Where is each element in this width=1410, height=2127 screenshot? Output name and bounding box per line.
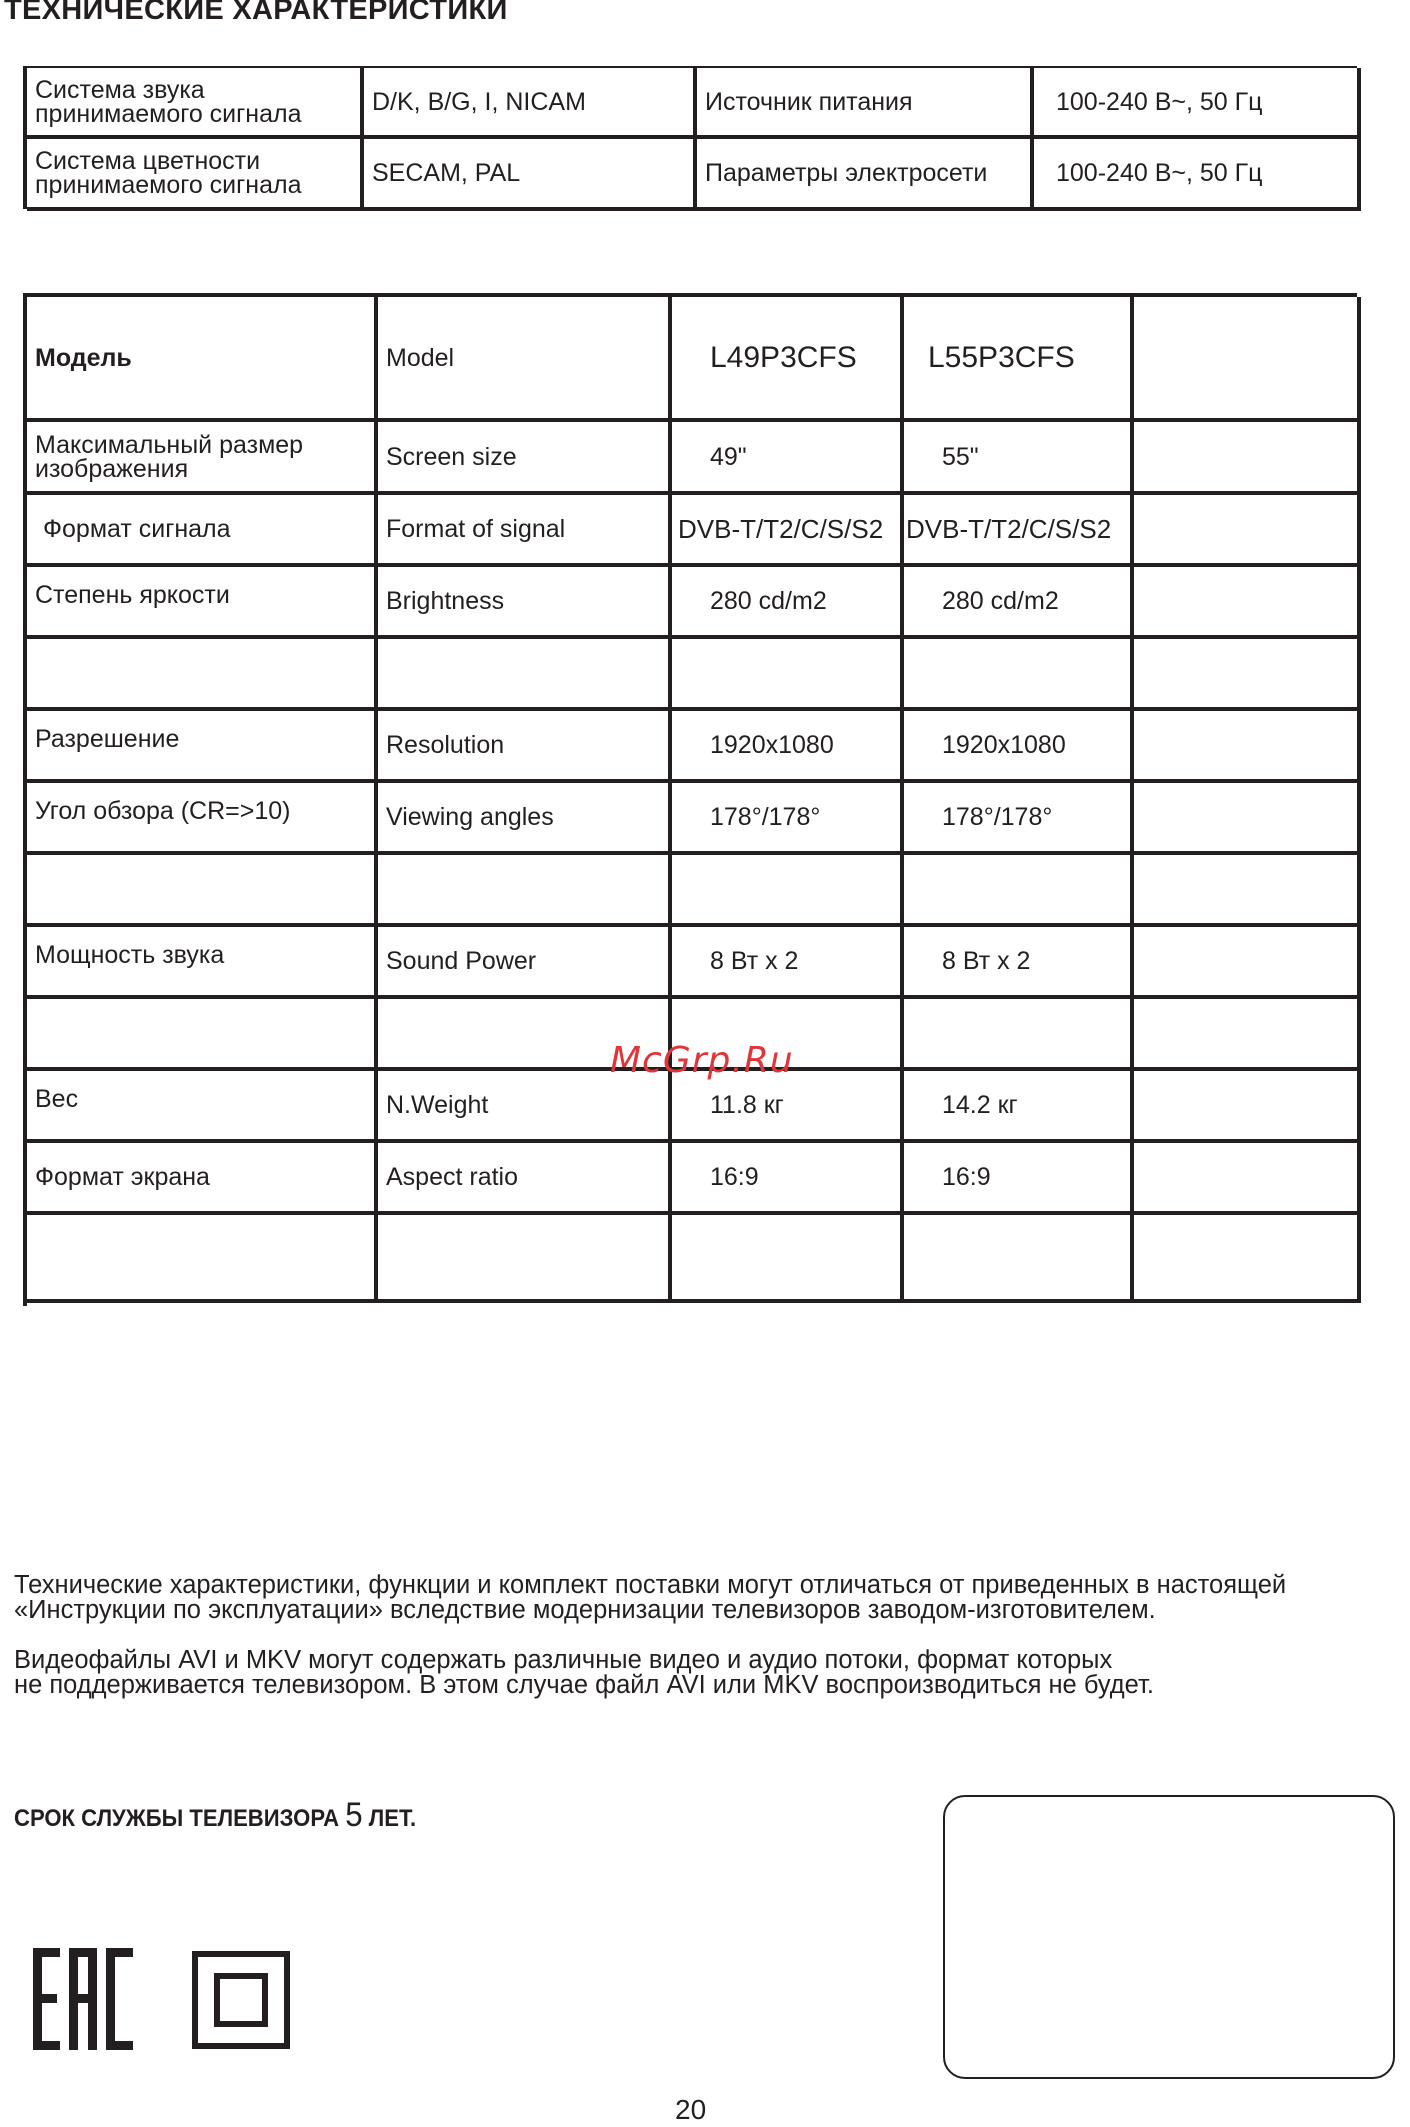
row-label-ru: Вес bbox=[27, 1071, 378, 1143]
disclaimer-line: Видеофайлы AVI и MKV могут содержать различные видео и аудио потоки, формат которых bbox=[14, 1646, 1113, 1674]
row-value-2 bbox=[904, 639, 1134, 711]
row-value-1 bbox=[672, 855, 904, 927]
signal-table bbox=[23, 66, 1357, 209]
row-label-en: Format of signal bbox=[378, 495, 672, 567]
table-cell: Источник питания bbox=[697, 68, 1034, 139]
row-label-en: Brightness bbox=[378, 567, 672, 639]
disclaimer-line: «Инструкции по эксплуатации» вследствие модернизации телевизоров заводом-изготовителем. bbox=[14, 1596, 1156, 1624]
table-cell: Система звука принимаемого сигнала bbox=[27, 68, 364, 139]
eac-mark-icon bbox=[33, 1948, 133, 2050]
page-title: ТЕХНИЧЕСКИЕ ХАРАКТЕРИСТИКИ bbox=[4, 0, 508, 26]
row-extra bbox=[1134, 783, 1361, 855]
row-label-ru bbox=[27, 639, 378, 711]
table-cell: 100-240 В~, 50 Гц bbox=[1034, 139, 1361, 211]
double-insulation-icon bbox=[192, 1951, 290, 2049]
header-cell-extra bbox=[1134, 297, 1361, 422]
row-label-en bbox=[378, 639, 672, 711]
row-extra bbox=[1134, 927, 1361, 999]
row-label-ru: Мощность звука bbox=[27, 927, 378, 999]
row-label-ru bbox=[27, 999, 378, 1071]
row-value-2: 14.2 кг bbox=[904, 1071, 1134, 1143]
row-label-en: Viewing angles bbox=[378, 783, 672, 855]
row-extra bbox=[1134, 1215, 1361, 1303]
row-extra bbox=[1134, 495, 1361, 567]
row-label-ru: Угол обзора (CR=>10) bbox=[27, 783, 378, 855]
row-label-ru: Разрешение bbox=[27, 711, 378, 783]
page-number: 20 bbox=[675, 2094, 707, 2125]
row-value-2: 178°/178° bbox=[904, 783, 1134, 855]
row-extra bbox=[1134, 1143, 1361, 1215]
row-value-1: 8 Вт x 2 bbox=[672, 927, 904, 999]
row-label-en: Screen size bbox=[378, 422, 672, 495]
disclaimer-line: Технические характеристики, функции и комплект поставки могут отличаться от приведенных в настоящей bbox=[14, 1571, 1287, 1599]
row-extra bbox=[1134, 711, 1361, 783]
spec-table bbox=[23, 293, 1357, 1306]
row-label-en: Sound Power bbox=[378, 927, 672, 999]
header-cell-model-2: L55P3CFS bbox=[904, 297, 1134, 422]
row-extra bbox=[1134, 422, 1361, 495]
row-value-2: 280 cd/m2 bbox=[904, 567, 1134, 639]
row-label-en bbox=[378, 855, 672, 927]
stamp-box bbox=[943, 1795, 1395, 2079]
row-value-2: 16:9 bbox=[904, 1143, 1134, 1215]
row-value-1: 11.8 кг bbox=[672, 1071, 904, 1143]
row-label-en: Aspect ratio bbox=[378, 1143, 672, 1215]
header-cell-ru: Модель bbox=[27, 297, 378, 422]
table-cell: Система цветности принимаемого сигнала bbox=[27, 139, 364, 211]
row-label-en: N.Weight bbox=[378, 1071, 672, 1143]
table-cell: SECAM, PAL bbox=[364, 139, 697, 211]
row-value-2: DVB-T/T2/C/S/S2 bbox=[904, 495, 1134, 567]
row-extra bbox=[1134, 639, 1361, 711]
row-label-ru: Степень яркости bbox=[27, 567, 378, 639]
row-value-1 bbox=[672, 1215, 904, 1303]
row-label-en bbox=[378, 1215, 672, 1303]
header-cell-model-1: L49P3CFS bbox=[672, 297, 904, 422]
row-value-2 bbox=[904, 1215, 1134, 1303]
row-value-1: 49" bbox=[672, 422, 904, 495]
row-label-en: Resolution bbox=[378, 711, 672, 783]
row-label-ru: Формат экрана bbox=[27, 1143, 378, 1215]
row-value-2: 8 Вт x 2 bbox=[904, 927, 1134, 999]
row-value-1: 1920x1080 bbox=[672, 711, 904, 783]
row-extra bbox=[1134, 1071, 1361, 1143]
row-value-2 bbox=[904, 855, 1134, 927]
row-label-ru bbox=[27, 855, 378, 927]
row-value-2: 1920x1080 bbox=[904, 711, 1134, 783]
row-label-ru: Формат сигнала bbox=[27, 495, 378, 567]
table-cell: 100-240 В~, 50 Гц bbox=[1034, 68, 1361, 139]
row-value-2: 55" bbox=[904, 422, 1134, 495]
row-value-1 bbox=[672, 639, 904, 711]
watermark: McGrp.Ru bbox=[610, 1040, 794, 1081]
row-extra bbox=[1134, 999, 1361, 1071]
header-cell-en: Model bbox=[378, 297, 672, 422]
table-cell: D/K, B/G, I, NICAM bbox=[364, 68, 697, 139]
table-cell: Параметры электросети bbox=[697, 139, 1034, 211]
row-extra bbox=[1134, 567, 1361, 639]
row-value-1: 280 cd/m2 bbox=[672, 567, 904, 639]
service-life-years: 5 bbox=[345, 1796, 363, 1834]
row-label-ru bbox=[27, 1215, 378, 1303]
disclaimer-line: не поддерживается телевизором. В этом случае файл AVI или MKV воспроизводиться не будет. bbox=[14, 1671, 1154, 1699]
row-value-1: DVB-T/T2/C/S/S2 bbox=[672, 495, 904, 567]
row-value-1: 178°/178° bbox=[672, 783, 904, 855]
service-life bbox=[14, 1796, 416, 1835]
service-life-suffix: ЛЕТ. bbox=[362, 1805, 417, 1832]
row-label-ru: Максимальный размер изображения bbox=[27, 422, 378, 495]
row-value-2 bbox=[904, 999, 1134, 1071]
service-life-prefix: СРОК СЛУЖБЫ ТЕЛЕВИЗОРА bbox=[14, 1805, 346, 1832]
row-value-1: 16:9 bbox=[672, 1143, 904, 1215]
row-extra bbox=[1134, 855, 1361, 927]
